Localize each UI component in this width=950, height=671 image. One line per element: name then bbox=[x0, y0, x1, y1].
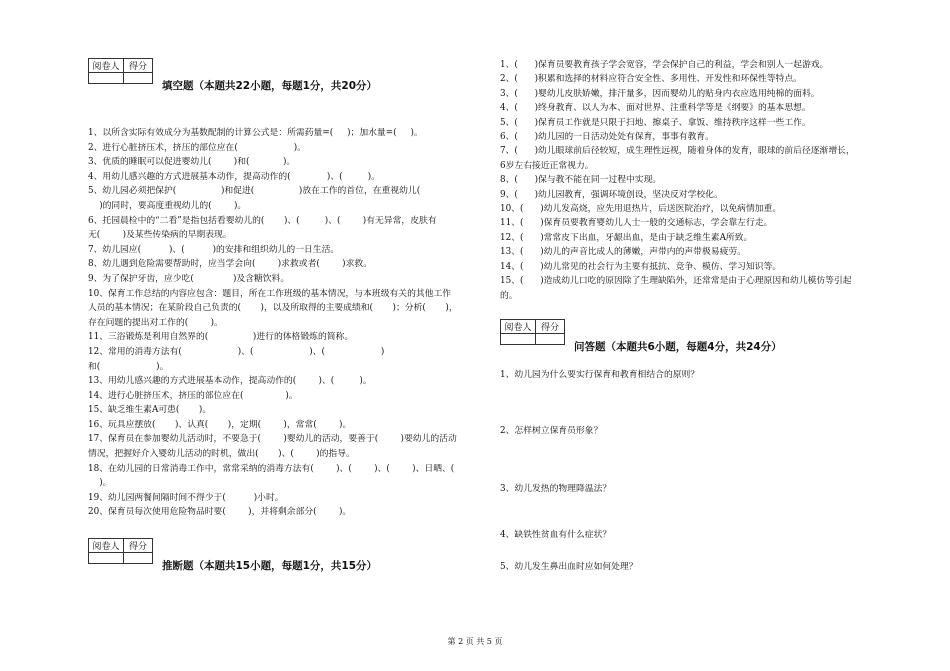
question-line: 9、为了保护牙齿，应少吃( )及含糖饮料。 bbox=[88, 273, 290, 284]
question-line: 4、( )终身教育、以人为本、面对世界、注重科学等是《纲要》的基本思想。 bbox=[500, 103, 811, 114]
question-line: 14、进行心脏挤压术，挤压的部位应在( )。 bbox=[88, 390, 298, 401]
grader-label: 阅卷人 bbox=[501, 319, 536, 333]
score-box bbox=[500, 319, 565, 345]
question-line: 15、缺乏维生素A可患( )。 bbox=[88, 405, 212, 416]
fill-blank-questions bbox=[88, 126, 483, 520]
question-line: 3、( )婴幼儿皮肤娇嫩，排汗量多，因而婴幼儿的贴身内衣应选用纯棉的面料。 bbox=[500, 88, 820, 99]
question-line: 10、( )幼儿发高烧，应先用退热片，后送医院治疗，以免病情加重。 bbox=[500, 204, 782, 215]
question-line: 6、托园晨检中的“二看”是指包括看婴幼儿的( )、( )、( )有无异常，皮肤有 bbox=[88, 215, 437, 226]
question-line: 和( )。 bbox=[88, 361, 169, 372]
question-line: 15、( )造成幼儿口吃的原因除了生理缺陷外，还常常是由于心理原因和幼儿模仿等引起 bbox=[500, 276, 852, 287]
essay-questions bbox=[500, 367, 900, 579]
question-line: 12、( )常常皮下出血，牙龈出血，是由于缺乏维生素A所致。 bbox=[500, 232, 753, 243]
question-line: 9、( )幼儿园教育，强调环境创设，坚决反对学校化。 bbox=[500, 189, 723, 200]
question-line: 13、( )幼儿的声音比成人的薄嫩，声带内的声带极易疲劳。 bbox=[500, 247, 746, 258]
score-label: 得分 bbox=[124, 539, 153, 553]
score-box bbox=[88, 58, 153, 84]
question-line: 12、常用的消毒方法有( )、( )、( ) bbox=[88, 346, 385, 357]
question-line: 2、( )积累和选择的材料应符合安全性、多用性、开发性和环保性等特点。 bbox=[500, 74, 802, 85]
question-line: 11、三浴锻炼是利用自然界的( )进行的体格锻炼的简称。 bbox=[88, 332, 354, 343]
question-line: 16、玩具应摆放( )、认真( )，定期( )，常常( )。 bbox=[88, 419, 352, 430]
question-line: 1、以所含实际有效成分为基数配制的计算公式是：所需药量=( )；加水量=( )。 bbox=[88, 128, 423, 138]
question-line: 5、( )保育员工作就是只限于扫地、擦桌子、拿饭、维持秩序这样一些工作。 bbox=[500, 117, 811, 128]
question-line: 无( )及某些传染病的早期表现。 bbox=[88, 230, 232, 241]
question-line: 13、用幼儿感兴趣的方式进展基本动作，提高动作的( )、( )。 bbox=[88, 376, 372, 387]
question-line: 6、( )幼儿园的一日活动处处有保育，事事有教育。 bbox=[500, 132, 714, 143]
score-label: 得分 bbox=[124, 59, 153, 73]
essay-question: 4、缺铁性贫血有什么症状？ bbox=[500, 529, 612, 540]
question-line: 人员的基本情况；在某阶段自己负责的( )，以及所取得的主要成绩和( )；分析( )， bbox=[88, 303, 458, 314]
question-line: 19、幼儿园两餐间隔时间不得少于( )小时。 bbox=[88, 492, 284, 503]
question-line: )。 bbox=[88, 478, 112, 489]
question-line: 11、( )保育员要教育婴幼儿人士一般的交通标志，学会靠左行走。 bbox=[500, 218, 773, 229]
question-line: 8、幼儿遇到危险需要帮助时，应当学会向( )求救或者( )求救。 bbox=[88, 259, 372, 270]
fill-blank-title: 填空题（本题共22小题，每题1分，共20分） bbox=[162, 80, 378, 92]
question-line: 4、用幼儿感兴趣的方式进展基本动作，提高动作的( )、( )。 bbox=[88, 171, 380, 182]
grader-label: 阅卷人 bbox=[89, 59, 124, 73]
question-line: )的同时，要高度重视幼儿的( )。 bbox=[88, 200, 247, 211]
left-column bbox=[88, 58, 483, 572]
judgement-title: 推断题（本题共15小题，每题1分，共15分） bbox=[162, 560, 378, 573]
question-line: 17、保育员在参加婴幼儿活动时，不要急于( )婴幼儿的活动，要善于( )要幼儿的活动 bbox=[88, 434, 457, 445]
grader-label: 阅卷人 bbox=[89, 539, 124, 553]
judgement-questions bbox=[500, 58, 900, 303]
question-line: 2、进行心脏挤压术，挤压的部位应在( )。 bbox=[88, 142, 306, 153]
score-label: 得分 bbox=[536, 319, 565, 333]
score-cell bbox=[536, 333, 565, 344]
page-footer: 第 2 页 共 5 页 bbox=[447, 637, 503, 646]
question-line: 7、( )幼儿眼球前后径较短，成生理性远视，随着身体的发育，眼球的前后径逐渐增长， bbox=[500, 146, 855, 157]
question-line: 1、( )保育员要教育孩子学会宽容，学会保护自己的利益，学会和别人一起游戏。 bbox=[500, 60, 829, 70]
question-line: 10、保育工作总结的内容应包含：题目，所在工作班级的基本情况，与本班级有关的其他工作 bbox=[88, 288, 452, 299]
question-line: 14、( )幼儿常见的社会行为主要有抵抗、竞争、模仿、学习知识等。 bbox=[500, 261, 782, 272]
grader-cell bbox=[89, 73, 124, 84]
score-cell bbox=[124, 553, 153, 564]
essay-question: 1、幼儿园为什么要实行保育和教育相结合的原则？ bbox=[500, 369, 700, 380]
question-line: 8、( )保与教不能在同一过程中实现。 bbox=[500, 175, 662, 186]
question-line: 的。 bbox=[500, 290, 518, 301]
question-line: 3、优质的睡眠可以促进婴幼儿( )和( )。 bbox=[88, 157, 296, 168]
judgement-header bbox=[88, 538, 483, 572]
essay-question: 5、幼儿发生鼻出血时应如何处理？ bbox=[500, 561, 638, 572]
question-line: 情况，把握好介入婴幼儿活动的时机，做出( )、( )的指导。 bbox=[88, 449, 355, 460]
question-line: 7、幼儿园应( )、( )的安排和组织幼儿的一日生活。 bbox=[88, 244, 340, 255]
question-line: 20、保育员每次使用危险物品时要( )，并将剩余部分( )。 bbox=[88, 507, 352, 518]
essay-question: 2、怎样树立保育员形象？ bbox=[500, 425, 603, 436]
fill-blank-header bbox=[88, 58, 483, 92]
right-column bbox=[500, 58, 900, 579]
essay-title: 问答题（本题共6小题，每题4分，共24分） bbox=[574, 340, 782, 353]
score-box bbox=[88, 538, 153, 564]
grader-cell bbox=[501, 333, 536, 344]
question-line: 18、在幼儿园的日常消毒工作中，常常采纳的消毒方法有( )、( )、( )、日晒、( bbox=[88, 463, 455, 474]
question-line: 6岁左右接近正常视力。 bbox=[500, 160, 594, 171]
question-line: 存在问题的提出对工作的( )。 bbox=[88, 317, 223, 328]
essay-question: 3、幼儿发热的物理降温法？ bbox=[500, 483, 612, 494]
grader-cell bbox=[89, 553, 124, 564]
essay-header bbox=[500, 319, 900, 353]
score-cell bbox=[124, 73, 153, 84]
question-line: 5、幼儿园必须把保护( )和促进( )放在工作的首位，在重视幼儿( bbox=[88, 186, 421, 197]
